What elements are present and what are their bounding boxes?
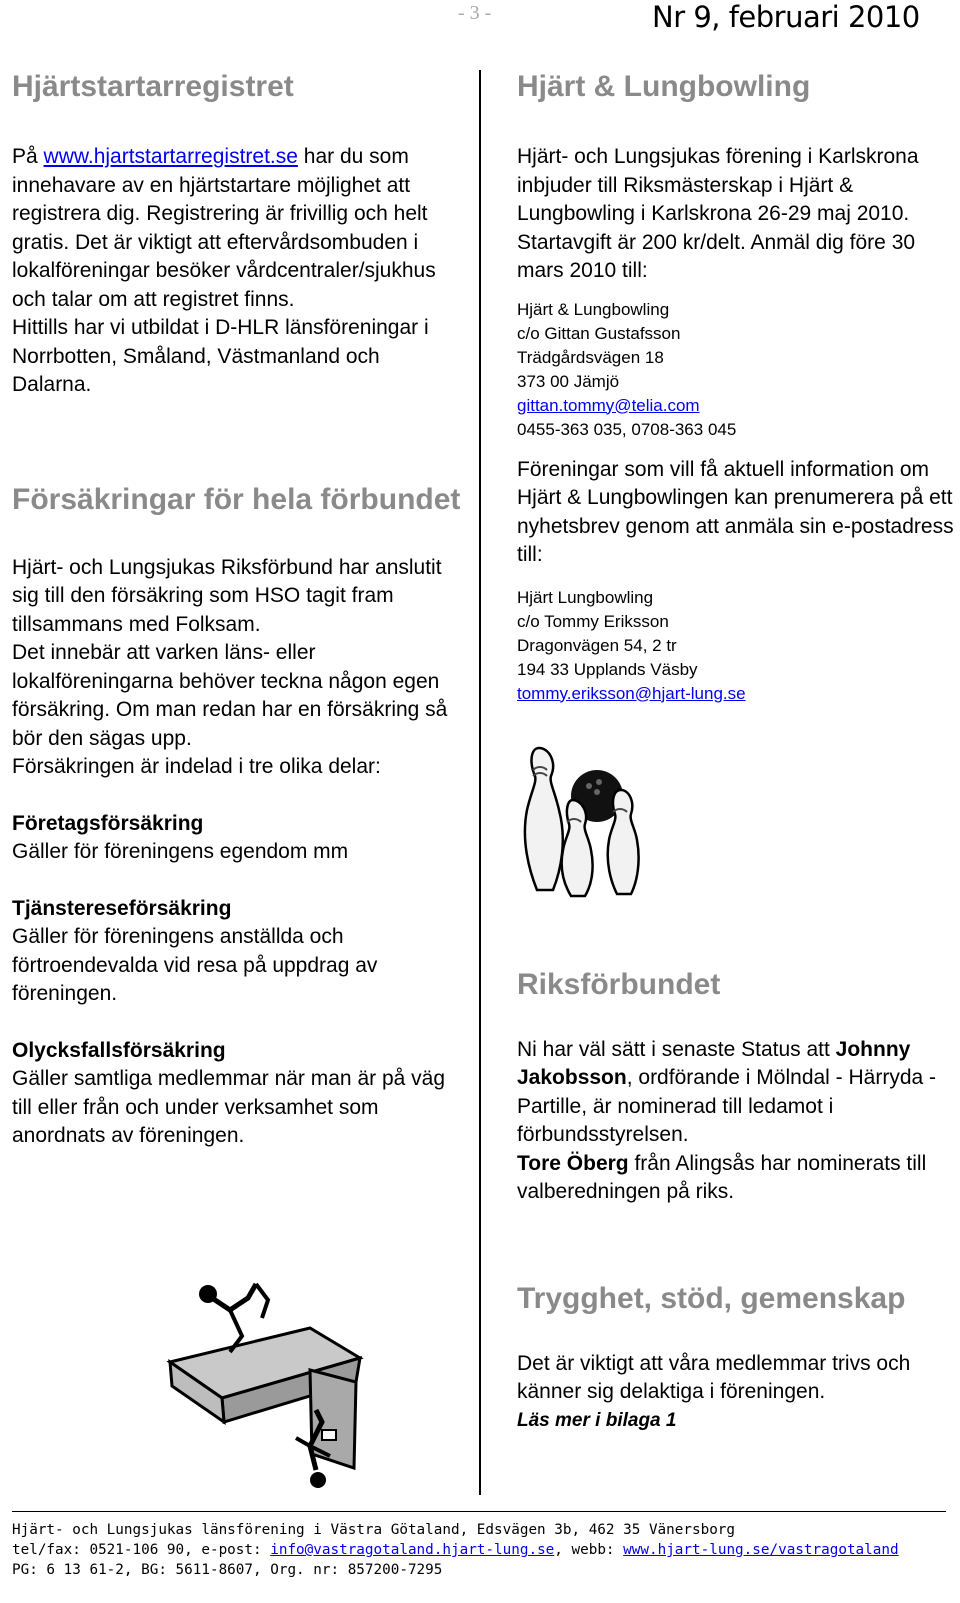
column-divider — [479, 70, 481, 1495]
footer-contact — [12, 1540, 952, 1560]
riksforbundet-paragraph — [517, 1036, 957, 1150]
footer-rule — [12, 1511, 946, 1512]
address-line: 373 00 Jämjö — [517, 371, 620, 391]
footer-web-link[interactable]: www.hjart-lung.se/vastragotaland — [623, 1542, 899, 1558]
insurance-3-title: Olycksfallsförsäkring — [12, 1038, 226, 1062]
footer-text: tel/fax: 0521-106 90, e-post: — [12, 1542, 271, 1558]
bowling-paragraph-1: Hjärt- och Lungsjukas förening i Karlskrona inbjuder till Riksmästerskap i Hjärt & Lungbowling i Karlskrona 26-29 maj 2010. Startavgift är 200 kr/delt. Anmäl dig före 30 mars 2010 till: — [517, 145, 919, 282]
left-column — [12, 68, 462, 1151]
bowling-pins-icon — [517, 740, 657, 900]
section-title-lungbowling: Hjärt & Lungbowling — [517, 70, 811, 103]
footer-address: Hjärt- och Lungsjukas länsförening i Västra Götaland, Edsvägen 3b, 462 35 Vänersborg — [12, 1522, 736, 1538]
phone-numbers: 0455-363 035, 0708-363 045 — [517, 419, 737, 439]
section-title-hjartstartarregistret: Hjärtstartarregistret — [12, 70, 294, 103]
address-line: 194 33 Upplands Väsby — [517, 659, 698, 679]
person-name: Tore Öberg — [517, 1151, 629, 1175]
text: Ni har väl sätt i senaste Status att — [517, 1037, 836, 1061]
email-link-tommy[interactable]: tommy.eriksson@hjart-lung.se — [517, 683, 746, 703]
address-line: Trädgårdsvägen 18 — [517, 347, 664, 367]
text: , ordförande i Mölndal - Härryda - Partille, är nominerad till ledamot i förbundsstyrelsen. — [517, 1066, 937, 1146]
address-block-1 — [517, 298, 957, 442]
section-title-forsakringar: Försäkringar för hela förbundet — [12, 482, 461, 516]
insurance-2-text: Gäller för föreningens anställda och förtroendevalda vid resa på uppdrag av föreningen. — [12, 925, 378, 1005]
insurance-1-text: Gäller för föreningens egendom mm — [12, 840, 349, 863]
bowling-paragraph-2: Föreningar som vill få aktuell information om Hjärt & Lungbowlingen kan prenumerera på ett nyhetsbrev genom att anmäla sin e-postadress till: — [517, 457, 954, 566]
footer-email-link[interactable]: info@vastragotaland.hjart-lung.se — [270, 1542, 555, 1558]
footer-bank: PG: 6 13 61-2, BG: 5611-8607, Org. nr: 857200-7295 — [12, 1562, 443, 1578]
address-line: Dragonvägen 54, 2 tr — [517, 635, 677, 655]
address-line: Hjärt Lungbowling — [517, 587, 654, 607]
falling-person-icon — [160, 1270, 370, 1490]
footer-text: , webb: — [554, 1542, 624, 1558]
hjartstartar-paragraph-2: Hittills har vi utbildat i D-HLR länsföreningar i Norrbotten, Småland, Västmanland och Dalarna. — [12, 316, 429, 396]
text-pre: På — [12, 145, 44, 168]
address-line: c/o Gittan Gustafsson — [517, 323, 681, 343]
forsakring-paragraph-1: Hjärt- och Lungsjukas Riksförbund har anslutit sig till den försäkring som HSO tagit fram tillsammans med Folksam. — [12, 555, 442, 636]
address-line: c/o Tommy Eriksson — [517, 611, 669, 631]
insurance-1-title: Företagsförsäkring — [12, 811, 204, 835]
riksforbundet-paragraph-2 — [517, 1150, 957, 1207]
hjartstartar-paragraph — [12, 143, 462, 314]
registry-link[interactable]: www.hjartstartarregistret.se — [43, 145, 298, 168]
page-number: - 3 - — [458, 2, 492, 24]
text-body: har du som innehavare av en hjärtstartare möjlighet att registrera dig. Registrering är frivillig och helt gratis. Det är viktigt att eftervårdsombuden i lokalföreningar besöker vårdcentraler/sjukhus och talar om att registret finns. — [12, 145, 436, 311]
email-link-gittan[interactable]: gittan.tommy@telia.com — [517, 395, 700, 415]
forsakring-paragraph-2: Det innebär att varken läns- eller lokalföreningarna behöver teckna någon egen försäkring. Om man redan har en försäkring så bör den sägas upp. — [12, 641, 448, 750]
section-title-riksforbundet: Riksförbundet — [517, 967, 721, 1001]
trygghet-paragraph: Det är viktigt att våra medlemmar trivs och känner sig delaktiga i föreningen. — [517, 1351, 911, 1403]
footer — [12, 1520, 952, 1580]
address-line: Hjärt & Lungbowling — [517, 299, 670, 319]
person-name: Johnny Jakobsson — [517, 1037, 911, 1089]
read-more-link[interactable]: Läs mer i bilaga 1 — [517, 1409, 677, 1431]
forsakring-paragraph-3: Försäkringen är indelad i tre olika delar: — [12, 755, 381, 778]
address-block-2 — [517, 586, 957, 706]
text: från Alingsås har nominerats till valberedningen på riks. — [517, 1151, 927, 1203]
issue-label: Nr 9, februari 2010 — [652, 0, 920, 34]
insurance-3-text: Gäller samtliga medlemmar när man är på väg till eller från och under verksamhet som anordnats av föreningen. — [12, 1067, 446, 1147]
right-column — [517, 68, 957, 1435]
insurance-2-title: Tjänstereseförsäkring — [12, 896, 232, 920]
section-title-trygghet: Trygghet, stöd, gemenskap — [517, 1281, 906, 1315]
